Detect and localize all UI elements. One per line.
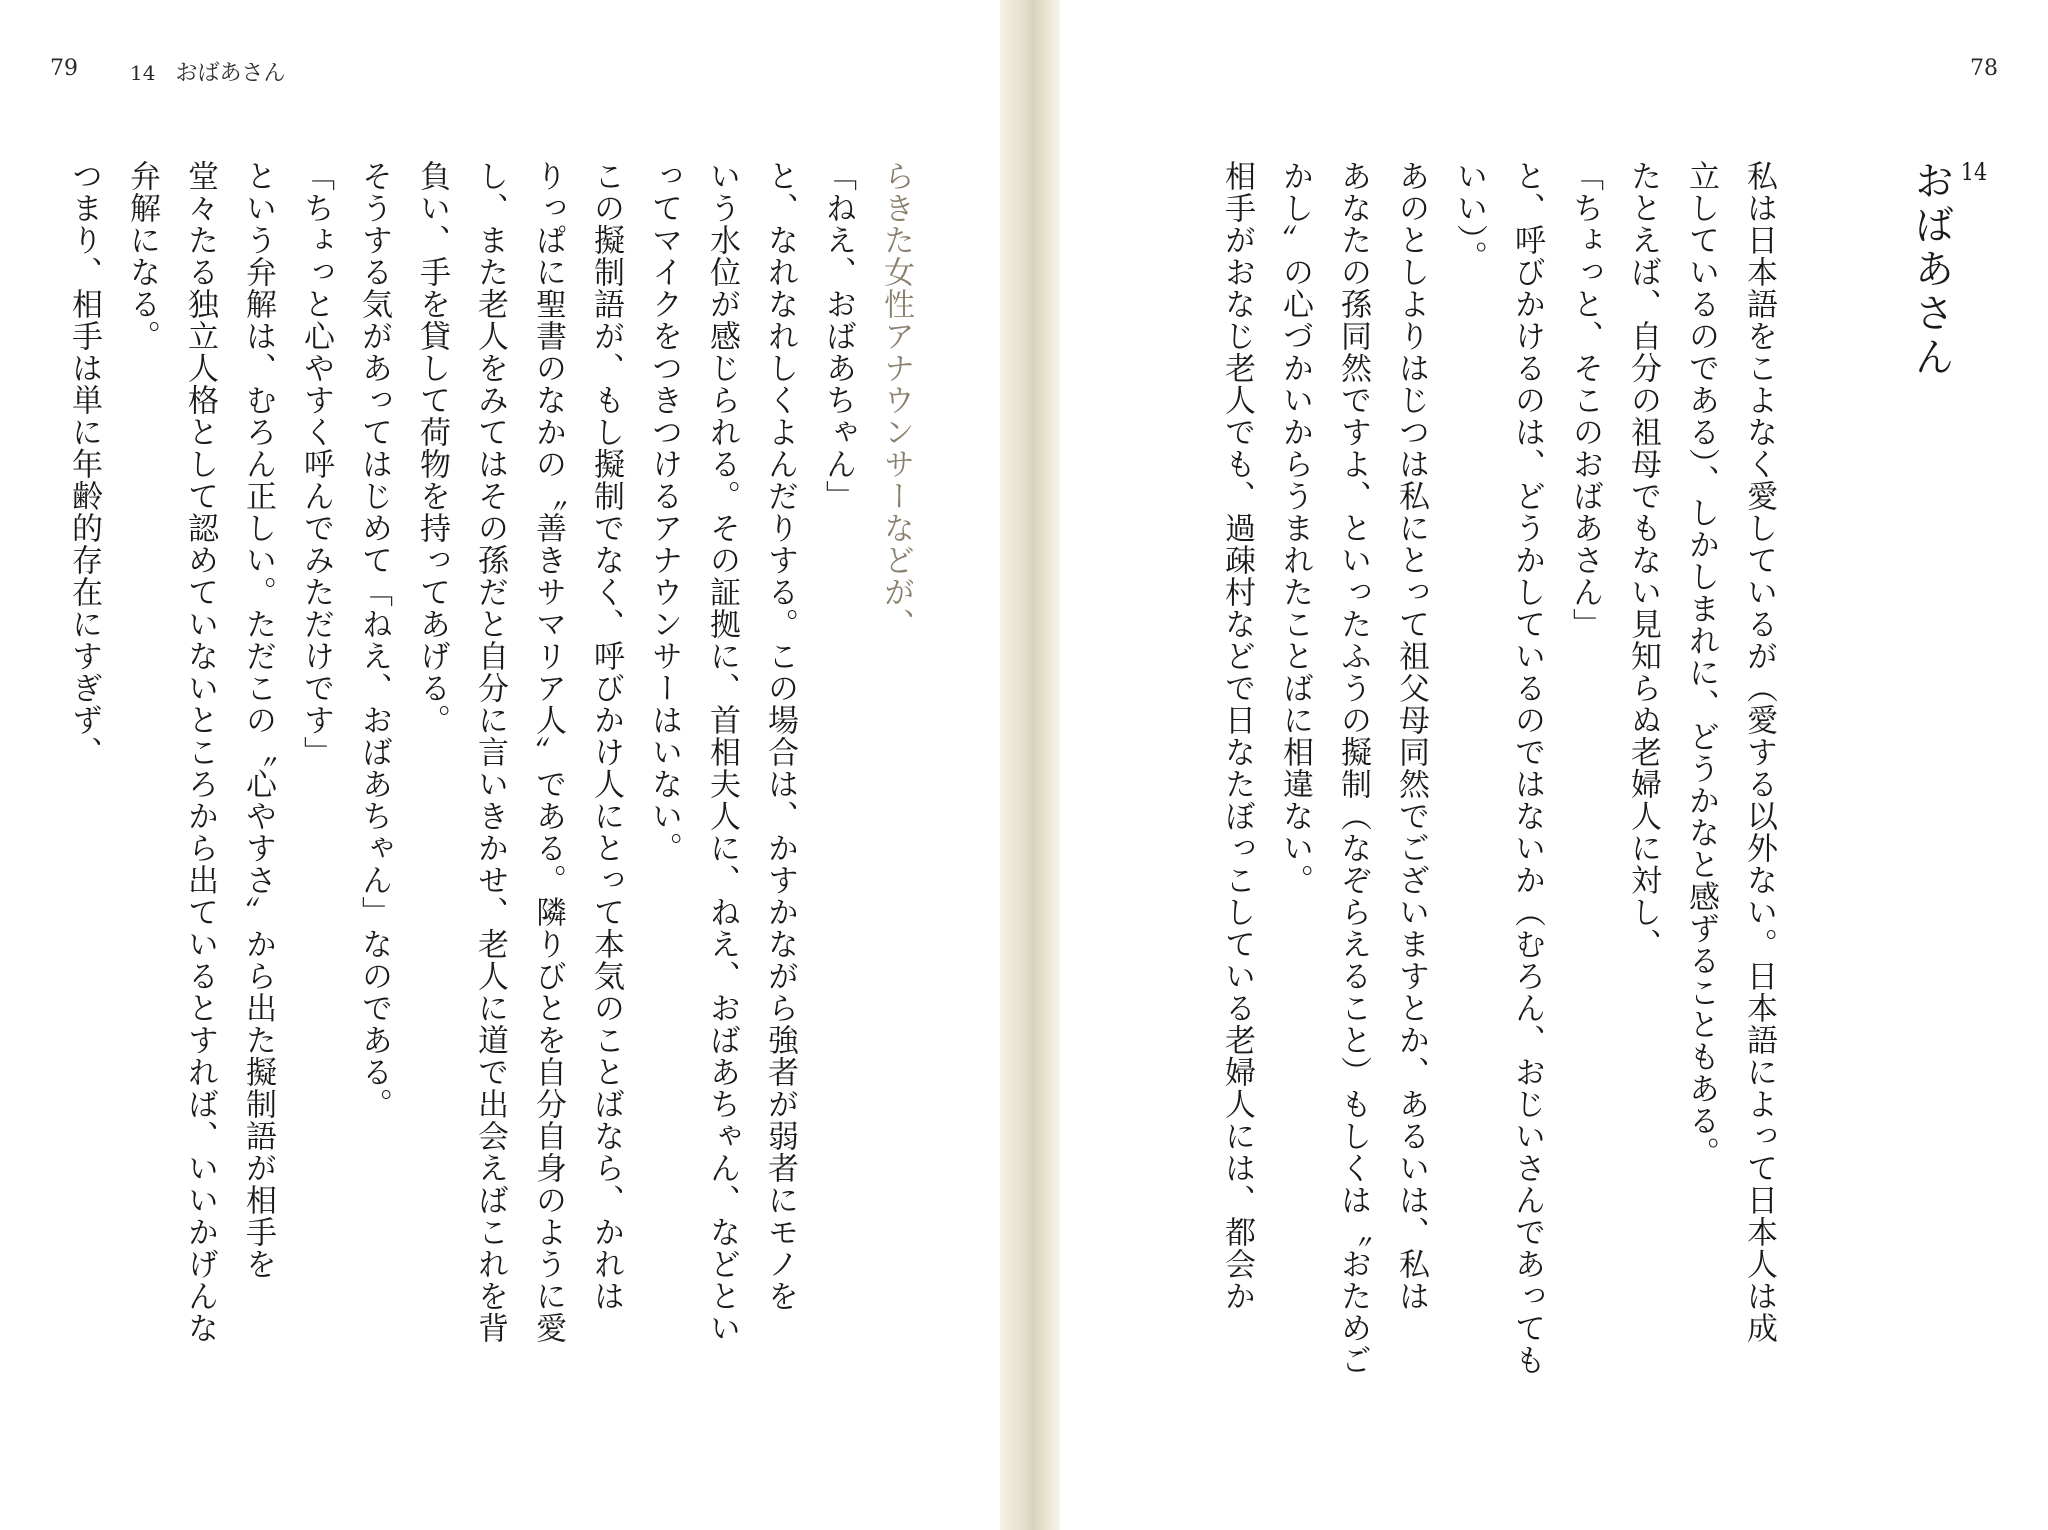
left-page-text-line: し、また老人をみてはその孫だと自分に言いきかせ、老人に道で出会えばこれを背	[472, 160, 508, 1344]
left-page-text-line: 「ちょっと心やすく呼んでみただけです」	[298, 160, 334, 768]
right-page-text-line: かし〟の心づかいからうまれたことばに相違ない。	[1277, 160, 1313, 896]
left-page-body-text	[45, 160, 925, 1480]
left-page-text-line: 堂々たる独立人格として認めていないところから出ているとすれば、いいかげんな	[182, 160, 218, 1344]
left-page-text-line: いう水位が感じられる。その証拠に、首相夫人に、ねえ、おばあちゃん、などとい	[704, 160, 740, 1344]
page-number-left: 79	[50, 56, 78, 81]
running-header-chapter-number: 14	[130, 61, 156, 85]
left-page-text-line: という弁解は、むろん正しい。ただこの〝心やすさ〟から出た擬制語が相手を	[240, 160, 276, 1280]
right-page-text-line: 立しているのである）、しかしまれに、どうかなと感ずることもある。	[1683, 160, 1719, 1169]
left-page	[0, 0, 1000, 1530]
left-page-text-line: と、なれなれしくよんだりする。この場合は、かすかながら強者が弱者にモノを	[762, 160, 798, 1312]
book-gutter	[1000, 0, 1060, 1530]
right-page-text-line: あのとしよりはじつは私にとって祖父母同然でございますとか、あるいは、私は	[1393, 160, 1429, 1312]
right-page-body-text	[1148, 160, 1788, 1480]
left-page-text-line: りっぱに聖書のなかの〝善きサマリア人〟である。隣りびとを自分自身のように愛	[530, 160, 566, 1344]
chapter-title: おばあさん	[1908, 160, 1954, 380]
running-header-chapter-title: おばあさん	[175, 61, 286, 86]
running-header	[130, 56, 285, 87]
right-page-text-line: たとえば、自分の祖母でもない見知らぬ老婦人に対し、	[1625, 160, 1661, 960]
chapter-number: 14	[1960, 160, 1988, 184]
right-page-text-line: と、呼びかけるのは、どうかしているのではないか（むろん、おじいさんであっても	[1509, 160, 1545, 1376]
chapter-heading	[1903, 160, 1988, 380]
left-page-text-line: らきた女性アナウンサーなどが、	[878, 160, 914, 640]
right-page-text-line: いい）。	[1451, 160, 1487, 273]
left-page-text-line: 弁解になる。	[124, 160, 160, 352]
left-page-text-line: 負い、手を貸して荷物を持ってあげる。	[414, 160, 450, 736]
right-page-text-line: あなたの孫同然ですよ、といったふうの擬制（なぞらえること）もしくは〝おためご	[1335, 160, 1371, 1376]
right-page-text-line: 私は日本語をこよなく愛しているが（愛する以外ない。日本語によって日本人は成	[1741, 160, 1777, 1344]
right-page	[1060, 0, 2048, 1530]
page-number-right: 78	[1970, 56, 1998, 81]
left-page-text-line: そうする気があってはじめて「ねえ、おばあちゃん」なのである。	[356, 160, 392, 1120]
right-page-text-line: 「ちょっと、そこのおばあさん」	[1567, 160, 1603, 640]
right-page-text-line: 相手がおなじ老人でも、過疎村などで日なたぼっこしている老婦人には、都会か	[1219, 160, 1255, 1312]
left-page-text-line: ってマイクをつきつけるアナウンサーはいない。	[646, 160, 682, 864]
left-page-text-line: この擬制語が、もし擬制でなく、呼びかけ人にとって本気のことばなら、かれは	[588, 160, 624, 1312]
left-page-text-line: つまり、相手は単に年齢的存在にすぎず、	[66, 160, 102, 768]
left-page-text-line: 「ねえ、おばあちゃん」	[820, 160, 856, 512]
